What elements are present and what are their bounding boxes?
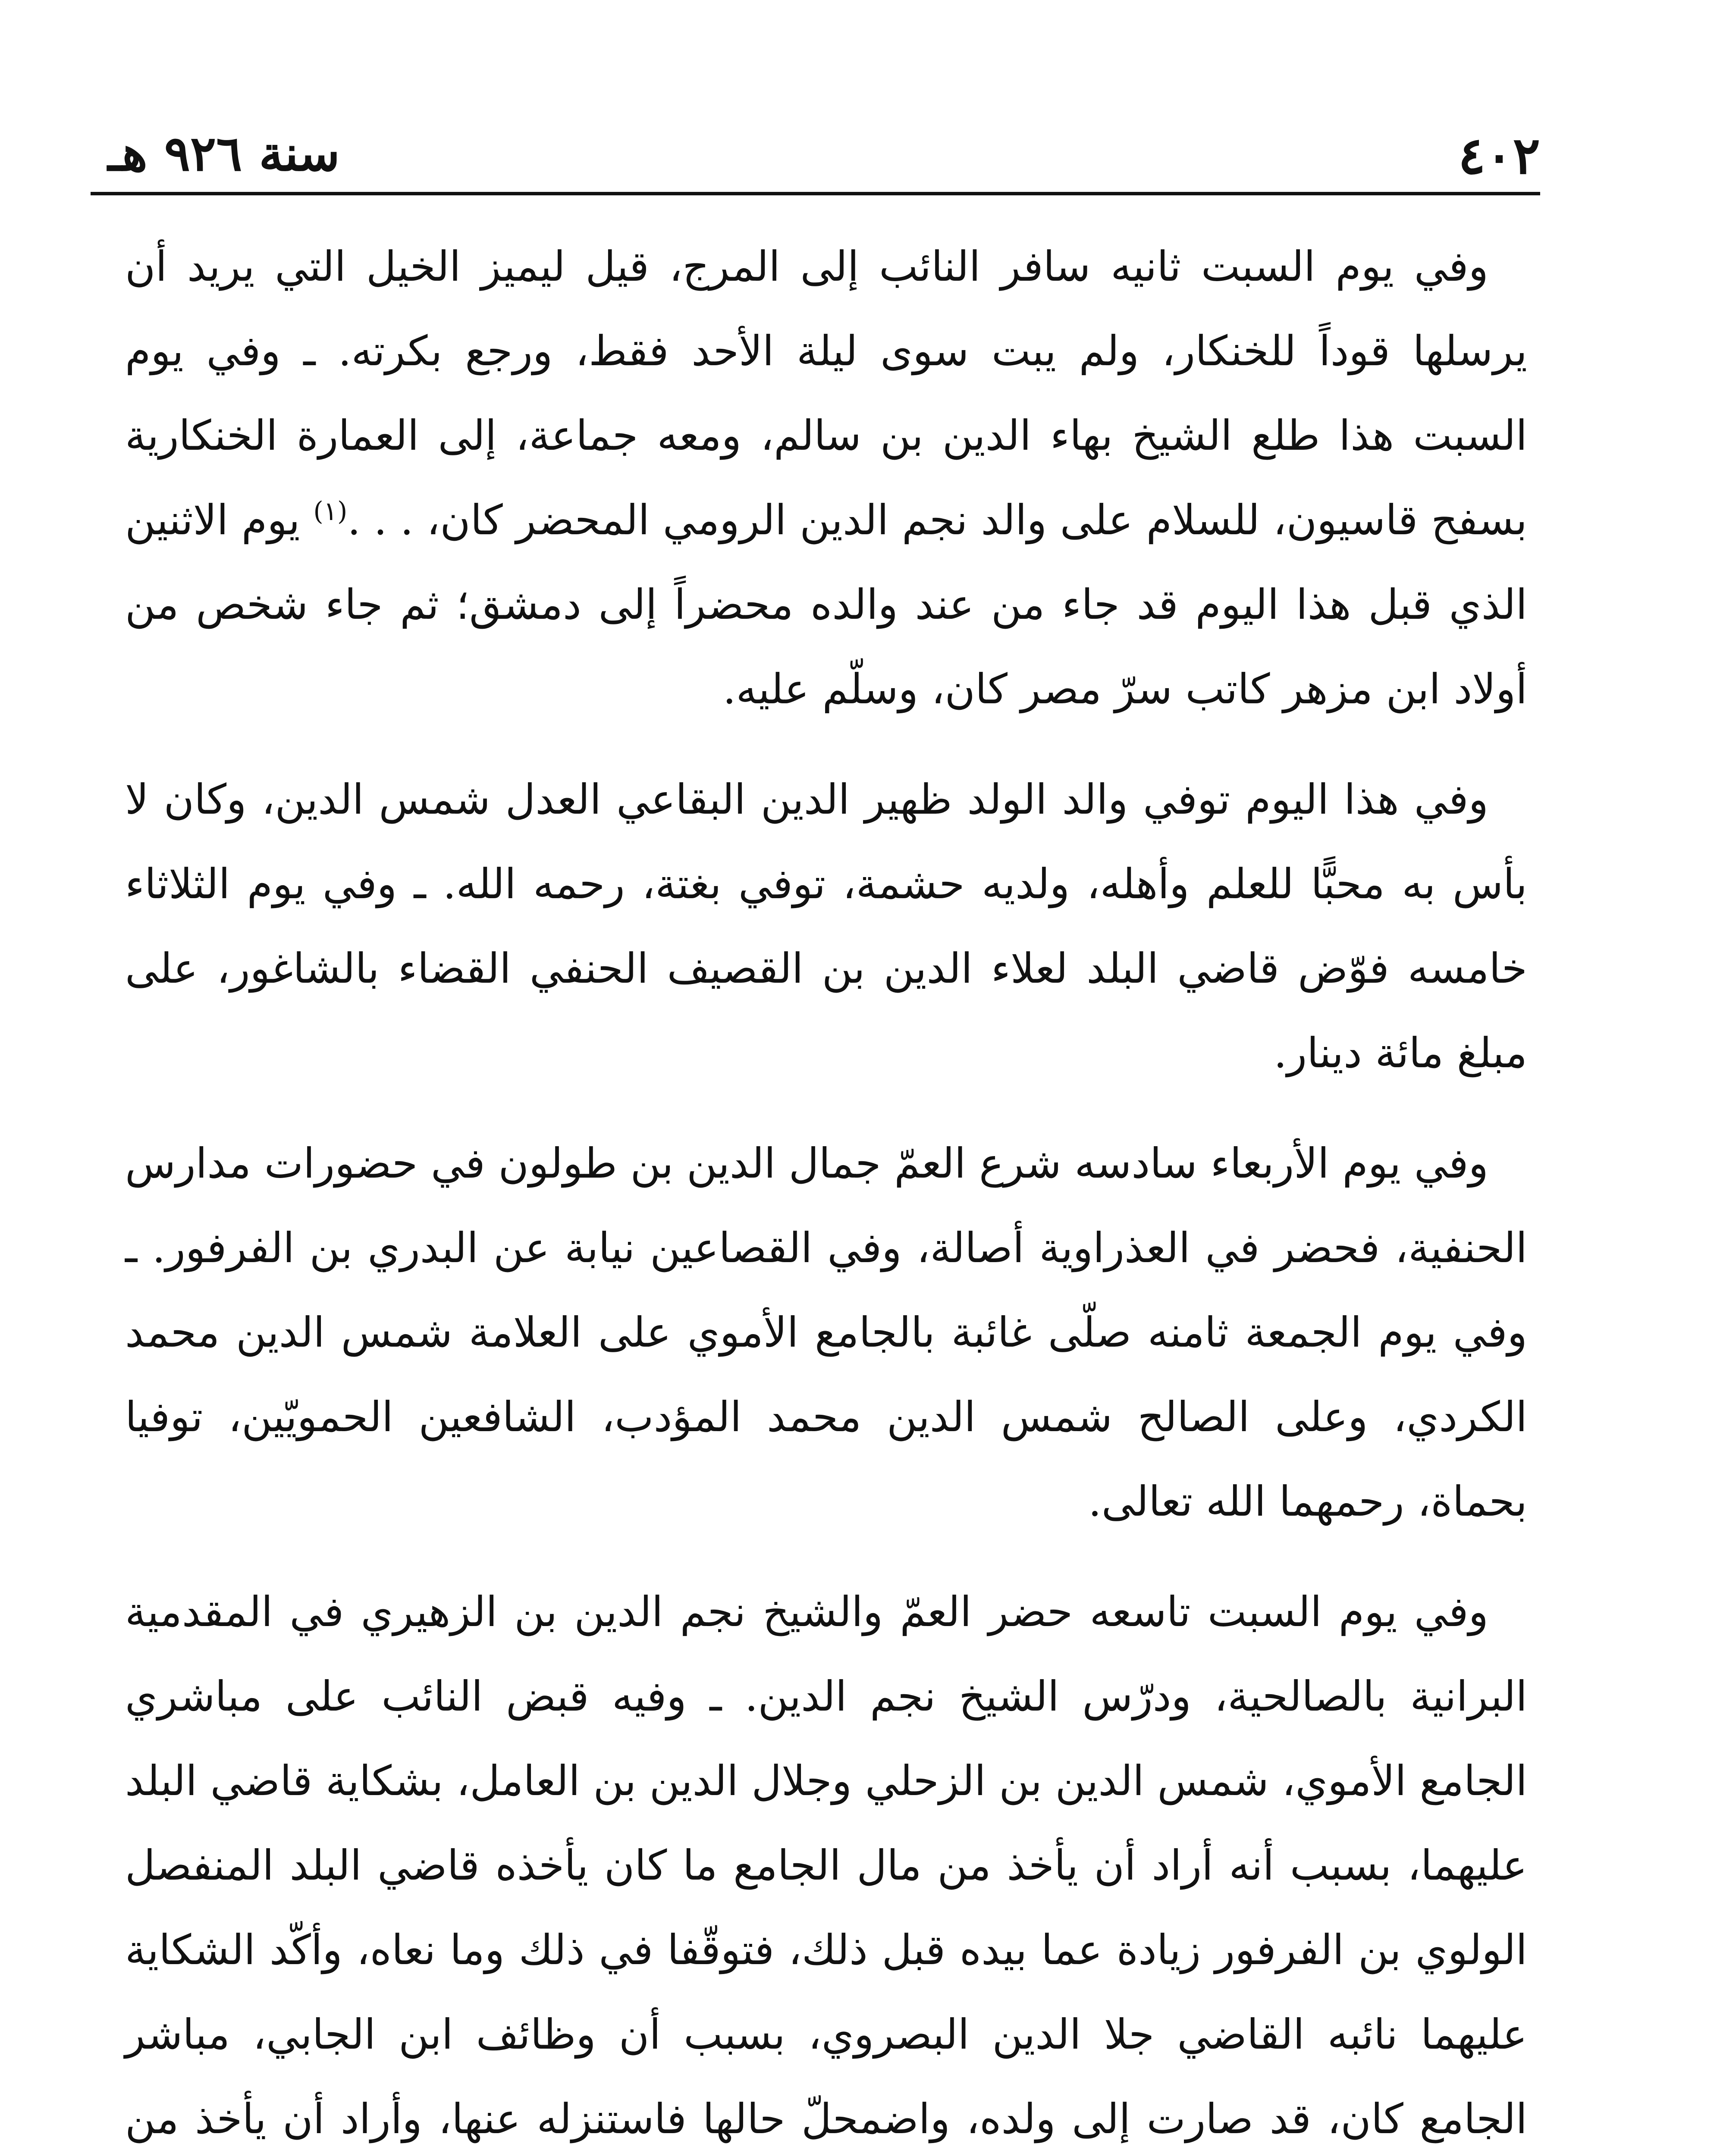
paragraph-2	[125, 757, 1527, 1095]
paragraph-text: وفي يوم الأربعاء سادسه شرع العمّ جمال الدين بن طولون في حضورات مدارس الحنفية، فحضر في العذراوية أصالة، وفي القصاعين نيابة عن البدري بن الفرفور. ـ وفي يوم الجمعة ثامنه صلّى غائبة بالجامع الأموي على العلامة شمس الدين محمد الكردي، وعلى الصالح شمس الدين محمد المؤدب، الشافعين الحمويّين، توفيا بحماة، رحمهما الله تعالى.	[125, 1139, 1528, 1526]
footnote-reference: (١)	[313, 496, 348, 526]
paragraph-text: وفي يوم السبت تاسعه حضر العمّ والشيخ نجم الدين بن الزهيري في المقدمية البرانية بالصالحية، ودرّس الشيخ نجم الدين. ـ وفيه قبض النائب على مباشري الجامع الأموي، شمس الدين بن الزحلي وجلال الدين بن العامل، بشكاية قاضي البلد عليهما، بسبب أنه أراد أن يأخذ من مال الجامع ما كان يأخذه قاضي البلد المنفصل الولوي بن الفرفور زيادة عما بيده قبل ذلك، فتوقّفا في ذلك وما نعاه، وأكّد الشكاية عليهما نائبه القاضي جلا الدين البصروي، بسبب أن وظائف ابن الجابي، مباشر الجامع كان، قد صارت إلى ولده، واضمحلّ حالها فاستنزله عنها، وأراد أن يأخذ من	[125, 1588, 1528, 2143]
paragraph-4	[125, 1570, 1527, 2156]
running-head-year: سنة ٩٢٦ هـ	[108, 125, 340, 182]
paragraph-3	[125, 1121, 1527, 1544]
header-rule	[91, 192, 1540, 195]
paragraph-text: وفي هذا اليوم توفي والد الولد ظهير الدين البقاعي العدل شمس الدين، وكان لا بأس به محبًّا للعلم وأهله، ولديه حشمة، توفي بغتة، رحمه الله. ـ وفي يوم الثلاثاء خامسه فوّض قاضي البلد لعلاء الدين بن القصيف الحنفي القضاء بالشاغور، على مبلغ مائة دينار.	[125, 775, 1528, 1077]
paragraph-text-continued: يوم الاثنين الذي قبل هذا اليوم قد جاء من عند والده محضراً إلى دمشق؛ ثم جاء شخص من أولاد ابن مزهر كاتب سرّ مصر كان، وسلّم عليه.	[125, 496, 1528, 713]
page-number: ٤٠٢	[1458, 125, 1540, 185]
paragraph-1	[125, 224, 1527, 731]
main-text	[125, 224, 1527, 2156]
page-header	[91, 108, 1540, 194]
paragraph-text: وفي يوم السبت ثانيه سافر النائب إلى المرج، قيل ليميز الخيل التي يريد أن يرسلها قوداً للخنكار، ولم يبت سوى ليلة الأحد فقط، ورجع بكرته. ـ وفي يوم السبت هذا طلع الشيخ بهاء الدين بن سالم، ومعه جماعة، إلى العمارة الخنكارية بسفح قاسيون، للسلام على والد نجم الدين الرومي المحضر كان، . . .	[125, 242, 1528, 544]
